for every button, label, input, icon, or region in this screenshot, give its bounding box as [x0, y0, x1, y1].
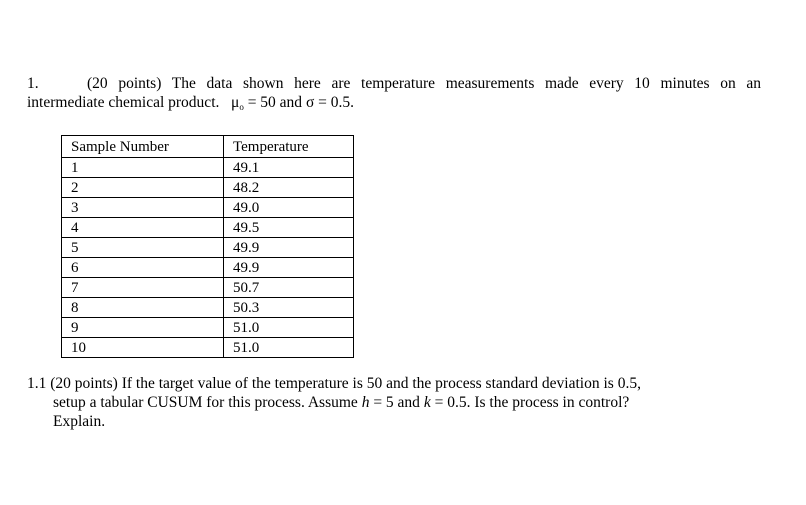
problem-line-2 — [27, 93, 761, 117]
part-line-2c: = 0.5. Is the process in control? — [430, 394, 630, 411]
part-line-2a: setup a tabular CUSUM for this process. Assume — [53, 394, 362, 411]
sample-number-cell: 9 — [62, 318, 224, 338]
mu-subscript: o — [239, 102, 244, 112]
table-row — [62, 178, 354, 198]
temperature-cell: 51.0 — [224, 338, 354, 358]
table-row — [62, 278, 354, 298]
sample-number-cell: 7 — [62, 278, 224, 298]
sample-number-cell: 4 — [62, 218, 224, 238]
temperature-table — [61, 135, 354, 358]
sample-number-cell: 3 — [62, 198, 224, 218]
header-sample-number: Sample Number — [62, 136, 224, 158]
temperature-cell: 49.0 — [224, 198, 354, 218]
table-row — [62, 318, 354, 338]
sample-number-cell: 1 — [62, 158, 224, 178]
table-body — [62, 158, 354, 358]
problem-line-1 — [27, 74, 761, 93]
table-row — [62, 198, 354, 218]
table-row — [62, 338, 354, 358]
sigma-value: = 0.5. — [314, 94, 355, 111]
h-variable: h — [361, 394, 370, 411]
table-row — [62, 258, 354, 278]
table-row — [62, 158, 354, 178]
part-line-1: 1.1 (20 points) If the target value of the temperature is 50 and the process standard deviation is 0.5, — [27, 375, 641, 392]
problem-intro-continuation: intermediate chemical product. — [27, 94, 220, 111]
mu-value: = 50 and — [243, 94, 306, 111]
problem-statement — [27, 74, 761, 117]
temperature-cell: 48.2 — [224, 178, 354, 198]
k-variable: k — [423, 394, 431, 411]
table-row — [62, 298, 354, 318]
sample-number-cell: 2 — [62, 178, 224, 198]
table-row — [62, 218, 354, 238]
sigma-symbol: σ — [305, 94, 315, 111]
table-row — [62, 238, 354, 258]
temperature-cell: 49.5 — [224, 218, 354, 238]
temperature-cell: 50.3 — [224, 298, 354, 318]
part-line-3: Explain. — [53, 413, 106, 430]
sample-number-cell: 8 — [62, 298, 224, 318]
problem-intro-text: (20 points) The data shown here are temperature measurements made every 10 minutes on an — [87, 75, 761, 92]
temperature-cell: 50.7 — [224, 278, 354, 298]
table-header-row — [62, 136, 354, 158]
temperature-cell: 49.9 — [224, 258, 354, 278]
part-line-2 — [27, 393, 727, 412]
part-line-2b: = 5 and — [369, 394, 424, 411]
temperature-cell: 49.9 — [224, 238, 354, 258]
sample-number-cell: 5 — [62, 238, 224, 258]
question-number: 1. — [27, 75, 39, 92]
part-1-1 — [27, 374, 727, 431]
sample-number-cell: 6 — [62, 258, 224, 278]
temperature-cell: 49.1 — [224, 158, 354, 178]
mu-symbol: μ — [231, 94, 240, 111]
header-temperature: Temperature — [224, 136, 354, 158]
sample-number-cell: 10 — [62, 338, 224, 358]
temperature-cell: 51.0 — [224, 318, 354, 338]
